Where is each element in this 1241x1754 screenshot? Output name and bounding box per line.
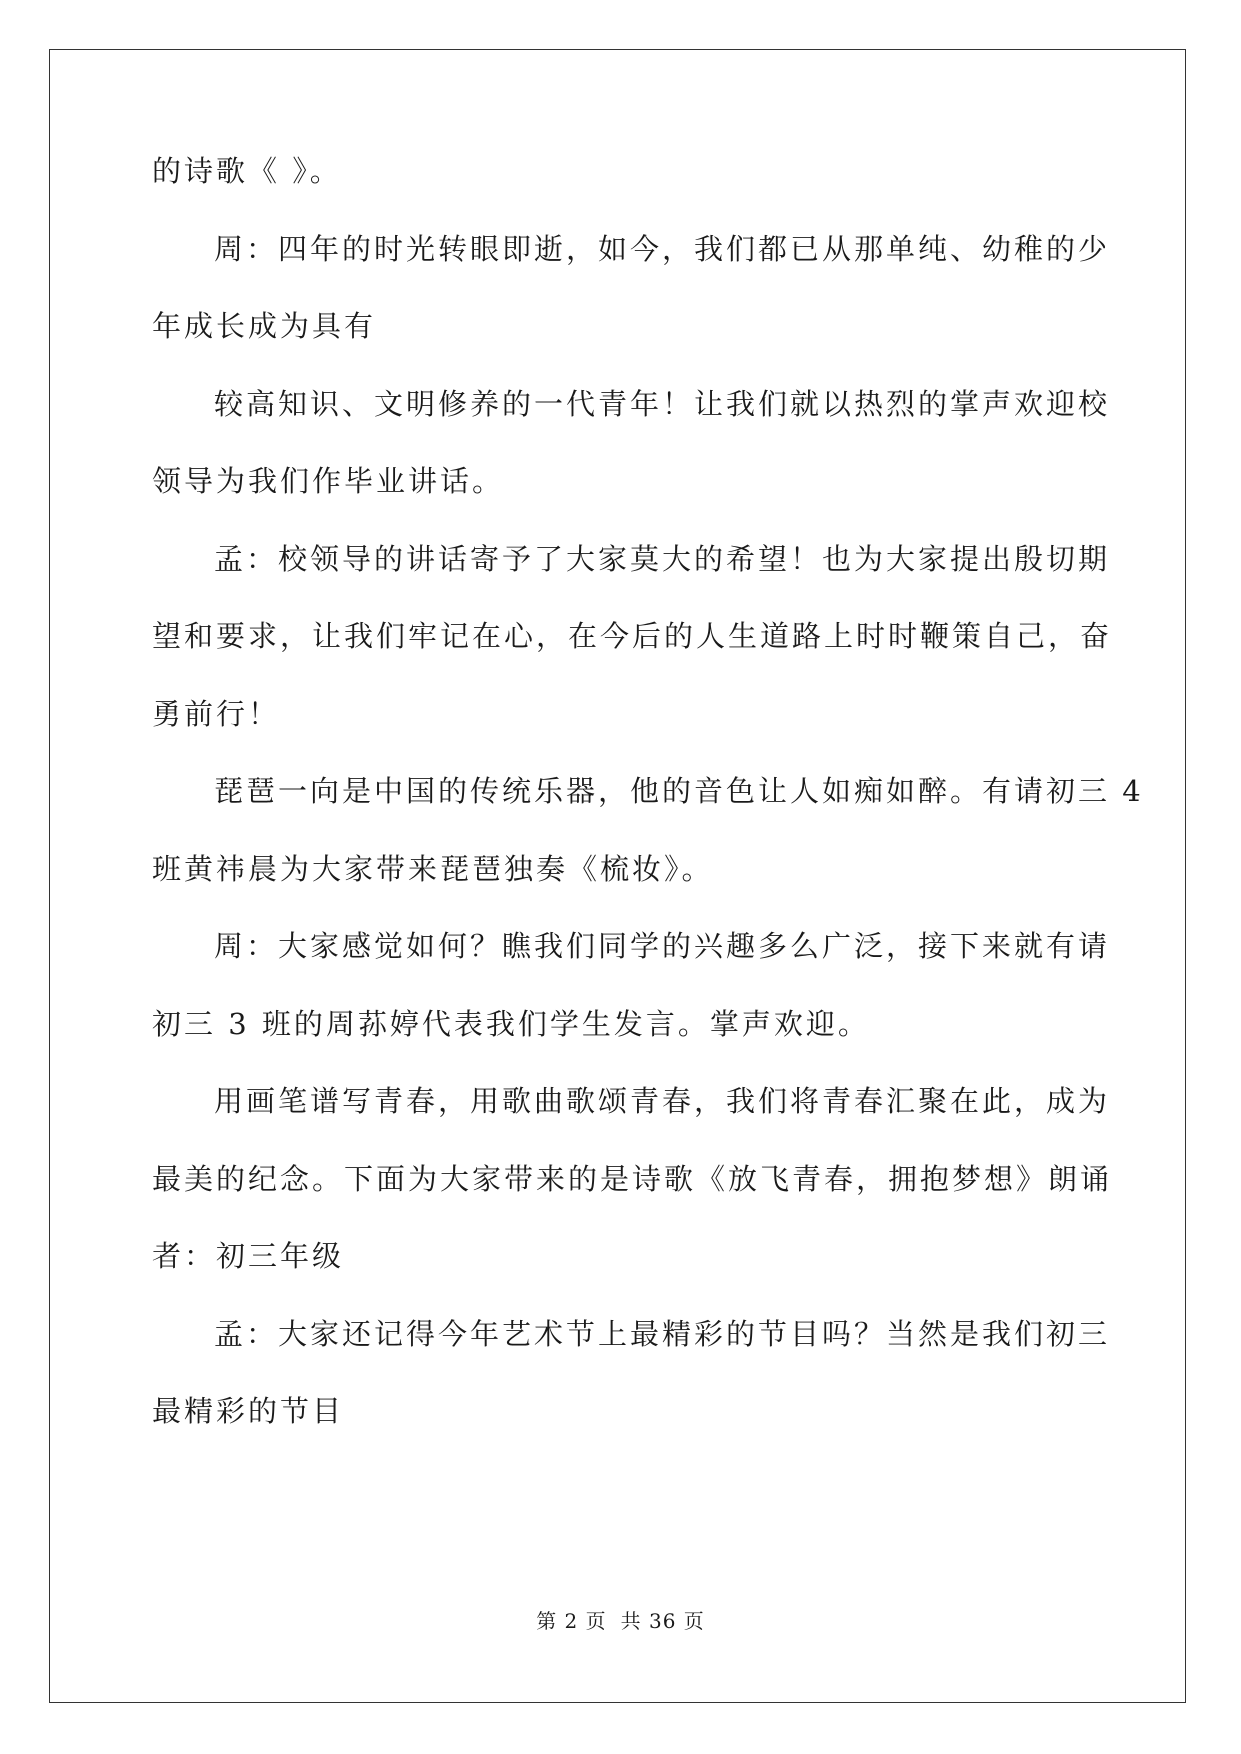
text-line: 初三 3 班的周荪婷代表我们学生发言。掌声欢迎。 (152, 1007, 870, 1041)
text-line: 班黄祎晨为大家带来琵琶独奏《梳妆》。 (152, 852, 714, 886)
text-line: 年成长成为具有 (152, 309, 377, 343)
text-line: 的诗歌《 》。 (152, 154, 342, 188)
text-line: 周：大家感觉如何？瞧我们同学的兴趣多么广泛，接下来就有请 (214, 929, 1111, 963)
text-line: 较高知识、文明修养的一代青年！让我们就以热烈的掌声欢迎校 (214, 387, 1111, 421)
text-line: 领导为我们作毕业讲话。 (152, 464, 505, 498)
text-line: 孟：大家还记得今年艺术节上最精彩的节目吗？当然是我们初三 (214, 1317, 1111, 1351)
text-line: 用画笔谱写青春，用歌曲歌颂青春，我们将青春汇聚在此，成为 (214, 1084, 1111, 1118)
text-line: 琵琶一向是中国的传统乐器，他的音色让人如痴如醉。有请初三 4 (214, 774, 1144, 808)
page-number: 第 2 页 (536, 1609, 607, 1633)
text-line: 最精彩的节目 (152, 1394, 345, 1428)
text-line: 望和要求，让我们牢记在心，在今后的人生道路上时时鞭策自己，奋 (152, 619, 1113, 653)
text-line: 最美的纪念。下面为大家带来的是诗歌《放飞青春，拥抱梦想》朗诵 (152, 1162, 1113, 1196)
text-line: 孟：校领导的讲话寄予了大家莫大的希望！也为大家提出殷切期 (214, 542, 1111, 576)
text-line: 周：四年的时光转眼即逝，如今，我们都已从那单纯、幼稚的少 (214, 232, 1111, 266)
text-line: 勇前行！ (152, 697, 281, 731)
page-total: 共 36 页 (620, 1609, 705, 1633)
page-footer (0, 1608, 1241, 1634)
text-line: 者：初三年级 (152, 1239, 345, 1273)
